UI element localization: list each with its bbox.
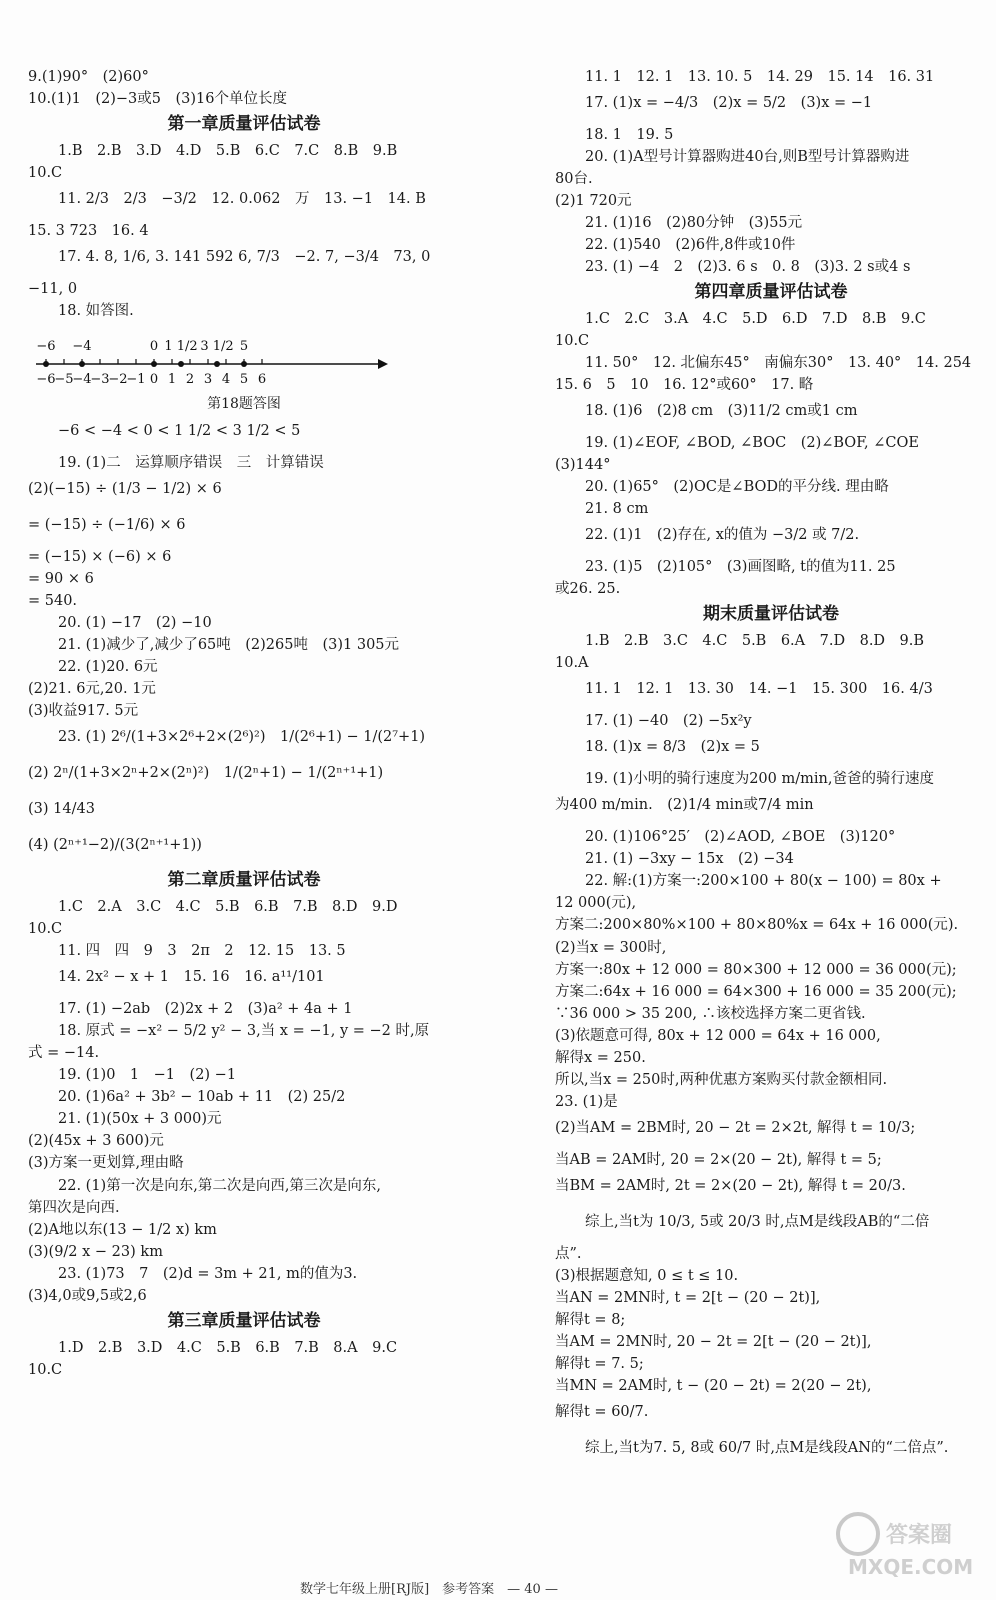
answer-line: 22. (1)540 (2)6件,8件或10件 — [585, 237, 796, 254]
answer-line: 当MN = 2AM时, t − (20 − 2t) = 2(20 − 2t), — [555, 1377, 872, 1394]
number-line-point — [214, 361, 220, 367]
answer-line: 23. (1)73 7 (2)d = 3m + 21, m的值为3. — [58, 1265, 358, 1282]
answer-line: 10.C — [28, 1361, 63, 1378]
answer-line: 方案二:64x + 16 000 = 64×300 + 16 000 = 35 200(元); — [555, 983, 957, 1000]
number-line-tick-label: 4 — [221, 372, 231, 388]
answer-line: (3)根据题意知, 0 ≤ t ≤ 10. — [555, 1267, 739, 1284]
answer-line: = 540. — [28, 593, 78, 610]
answer-line: 21. (1)(50x + 3 000)元 — [58, 1111, 222, 1128]
answer-line: 所以,当x = 250时,两种优惠方案购买付款金额相同. — [555, 1071, 888, 1088]
number-line-point — [79, 361, 85, 367]
figure-caption: 第18题答图 — [207, 396, 281, 413]
answer-line: 综上,当t为7. 5, 8或 60/7 时,点M是线段AN的“二倍点”. — [585, 1440, 949, 1456]
answer-line: (3)(9/2 x − 23) km — [28, 1243, 163, 1260]
answer-line: 22. (1)20. 6元 — [58, 659, 158, 676]
number-line-point-label: 5 — [239, 339, 249, 355]
answer-line: 解得x = 250. — [555, 1049, 646, 1066]
answer-line: 综上,当t为 10/3, 5或 20/3 时,点M是线段AB的“二倍 — [585, 1213, 930, 1230]
answer-line: (2)A地以东(13 − 1/2 x) km — [28, 1221, 217, 1238]
answer-line: 21. 8 cm — [585, 501, 649, 518]
section-title-chapter-4: 第四章质量评估试卷 — [694, 282, 848, 303]
number-line-point-label: 1 1/2 — [164, 339, 198, 355]
answer-line: 11. 50° 12. 北偏东45° 南偏东30° 13. 40° 14. 254 — [585, 355, 972, 372]
number-line-point — [178, 361, 184, 367]
answer-line: 1.C 2.C 3.A 4.C 5.D 6.D 7.D 8.B 9.C — [585, 311, 926, 328]
answer-line: 20. (1)A型号计算器购进40台,则B型号计算器购进 — [585, 149, 910, 166]
answer-line: (3)收益917. 5元 — [28, 703, 139, 720]
answer-line: −11, 0 — [28, 280, 78, 297]
answer-line: 15. 6 5 10 16. 12°或60° 17. 略 — [555, 377, 814, 394]
answer-line: 1.B 2.B 3.D 4.D 5.B 6.C 7.C 8.B 9.B — [58, 142, 398, 159]
number-line-point-label: 3 1/2 — [200, 339, 234, 355]
answer-line: 方案一:80x + 12 000 = 80×300 + 12 000 = 36 000(元); — [555, 961, 957, 978]
answer-line: 10.C — [555, 333, 590, 350]
answer-line: 9.(1)90° (2)60° — [28, 69, 149, 85]
answer-line: 18. 1 19. 5 — [585, 127, 674, 144]
answer-line: 20. (1)65° (2)OC是∠BOD的平分线. 理由略 — [585, 479, 889, 496]
answer-line: 22. 解:(1)方案一:200×100 + 80(x − 100) = 80x + — [585, 873, 942, 890]
page-footer: 数学七年级上册[RJ版] 参考答案 — 40 — — [300, 1582, 558, 1597]
answer-line: 为400 m/min. (2)1/4 min或7/4 min — [555, 797, 814, 814]
answer-line: 解得t = 60/7. — [555, 1404, 649, 1420]
answer-line: (3) 14/43 — [28, 801, 95, 818]
answer-line: = 90 × 6 — [28, 571, 94, 588]
answer-line: 22. (1)第一次是向东,第二次是向西,第三次是向东, — [58, 1177, 382, 1194]
number-line-point-label: 0 — [149, 339, 159, 355]
answer-line: (2)当x = 300时, — [555, 939, 667, 956]
answer-line: 17. 4. 8, 1/6, 3. 141 592 6, 7/3 −2. 7, −3/4 73, 0 — [58, 248, 431, 265]
answer-line: 21. (1)16 (2)80分钟 (3)55元 — [585, 215, 803, 232]
number-line-tick-label: 6 — [257, 372, 267, 388]
answer-line: 19. (1)二 运算顺序错误 三 计算错误 — [58, 455, 324, 472]
answer-line: = (−15) × (−6) × 6 — [28, 549, 172, 566]
answer-line: (2)1 720元 — [555, 193, 632, 210]
number-line-tick-label: 0 — [149, 372, 159, 388]
number-line-tick-label: −2 — [108, 372, 128, 388]
answer-line: 10.C — [28, 164, 63, 181]
answer-line: 1.D 2.B 3.D 4.C 5.B 6.B 7.B 8.A 9.C — [58, 1339, 398, 1356]
answer-line: 10.C — [28, 921, 63, 938]
answer-line: 19. (1)∠EOF, ∠BOD, ∠BOC (2)∠BOF, ∠COE — [585, 435, 919, 452]
answer-line: ∵36 000 > 35 200, ∴该校选择方案二更省钱. — [555, 1005, 866, 1022]
number-line-point — [241, 361, 247, 367]
answer-line: 17. (1)x = −4/3 (2)x = 5/2 (3)x = −1 — [585, 95, 873, 112]
answer-line: 11. 1 12. 1 13. 30 14. −1 15. 300 16. 4/3 — [585, 681, 933, 698]
answer-line: 21. (1)减少了,减少了65吨 (2)265吨 (3)1 305元 — [58, 637, 400, 654]
number-line-tick-label: 5 — [239, 372, 249, 388]
number-line-point — [43, 361, 49, 367]
answer-line: 14. 2x² − x + 1 15. 16 16. a¹¹/101 — [58, 969, 325, 986]
answer-line: 当BM = 2AM时, 2t = 2×(20 − 2t), 解得 t = 20/3. — [555, 1177, 906, 1194]
answer-line: 1.B 2.B 3.C 4.C 5.B 6.A 7.D 8.D 9.B — [585, 633, 925, 650]
answer-line: (3)4,0或9,5或2,6 — [28, 1287, 147, 1304]
number-line-tick-label: −1 — [126, 372, 146, 388]
answer-line: 17. (1) −2ab (2)2x + 2 (3)a² + 4a + 1 — [58, 1001, 353, 1018]
answer-line: −6 < −4 < 0 < 1 1/2 < 3 1/2 < 5 — [58, 423, 301, 440]
answer-line: 23. (1) 2⁶/(1+3×2⁶+2×(2⁶)²) 1/(2⁶+1) − 1/(2⁷+1) — [58, 729, 426, 746]
number-line-tick-label: 2 — [185, 372, 195, 388]
watermark-text: 答案圈 — [886, 1523, 953, 1548]
number-line-tick-label: −6 — [36, 372, 56, 388]
answer-line: (2) 2ⁿ/(1+3×2ⁿ+2×(2ⁿ)²) 1/(2ⁿ+1) − 1/(2ⁿ⁺¹+1) — [28, 765, 384, 782]
answer-line: (2)(45x + 3 600)元 — [28, 1133, 164, 1150]
answer-line: 11. 1 12. 1 13. 10. 5 14. 29 15. 14 16. 31 — [585, 69, 935, 85]
answer-line: 当AN = 2MN时, t = 2[t − (20 − 2t)], — [555, 1289, 821, 1306]
number-line-tick-label: −3 — [90, 372, 110, 388]
number-line-tick-label: 1 — [167, 372, 177, 388]
answer-line: 17. (1) −40 (2) −5x²y — [585, 713, 752, 730]
answer-line: (2)21. 6元,20. 1元 — [28, 681, 156, 698]
answer-line: 当AM = 2MN时, 20 − 2t = 2[t − (20 − 2t)], — [555, 1333, 872, 1350]
number-line-point-label: −4 — [72, 339, 92, 355]
answer-line: (3)144° — [555, 457, 611, 474]
section-title-chapter-2: 第二章质量评估试卷 — [167, 870, 321, 891]
answer-line: 解得t = 8; — [555, 1311, 626, 1328]
answer-line: 方案二:200×80%×100 + 80×80%x = 64x + 16 000(元). — [555, 917, 959, 934]
number-line-tick-label: −5 — [54, 372, 74, 388]
answer-line: 18. (1)x = 8/3 (2)x = 5 — [585, 739, 760, 756]
answer-line: (3)依题意可得, 80x + 12 000 = 64x + 16 000, — [555, 1027, 881, 1044]
answer-line: 11. 四 四 9 3 2π 2 12. 15 13. 5 — [58, 943, 346, 960]
number-line-tick-label: −4 — [72, 372, 92, 388]
answer-line: (4) (2ⁿ⁺¹−2)/(3(2ⁿ⁺¹+1)) — [28, 837, 202, 854]
answer-line: 23. (1)是 — [555, 1093, 618, 1110]
answer-line: 19. (1)小明的骑行速度为200 m/min,爸爸的骑行速度 — [585, 771, 934, 788]
answer-line: 当AB = 2AM时, 20 = 2×(20 − 2t), 解得 t = 5; — [555, 1151, 882, 1168]
number-line-tick-label: 3 — [203, 372, 213, 388]
left-column — [28, 66, 460, 1381]
section-title-chapter-3: 第三章质量评估试卷 — [167, 1310, 321, 1331]
watermark-url: MXQE.COM — [848, 1555, 974, 1579]
answer-line: 11. 2/3 2/3 −3/2 12. 0.062 万 13. −1 14. B — [58, 190, 426, 207]
answer-line: 15. 3 723 16. 4 — [28, 222, 149, 239]
answer-line: 23. (1)5 (2)105° (3)画图略, t的值为11. 25 — [585, 559, 896, 576]
number-line-arrow — [378, 359, 388, 369]
answer-line: 18. 原式 = −x² − 5/2 y² − 3,当 x = −1, y = −2 时,原 — [58, 1023, 430, 1040]
section-title-final-exam: 期末质量评估试卷 — [703, 604, 839, 625]
number-line-point-label: −6 — [36, 339, 56, 355]
answer-line: 1.C 2.A 3.C 4.C 5.B 6.B 7.B 8.D 9.D — [58, 899, 398, 916]
answer-line: 21. (1) −3xy − 15x (2) −34 — [585, 851, 794, 868]
right-column — [555, 66, 987, 1469]
answer-line: 或26. 25. — [555, 581, 621, 598]
answer-line: 20. (1)6a² + 3b² − 10ab + 11 (2) 25/2 — [58, 1089, 346, 1106]
answer-line: (2)(−15) ÷ (1/3 − 1/2) × 6 — [28, 481, 222, 498]
answer-line: 18. (1)6 (2)8 cm (3)11/2 cm或1 cm — [585, 403, 858, 420]
answer-line: 22. (1)1 (2)存在, x的值为 −3/2 或 7/2. — [585, 527, 860, 544]
answer-line: (2)当AM = 2BM时, 20 − 2t = 2×2t, 解得 t = 10/3; — [555, 1119, 916, 1136]
answer-line: 10.A — [555, 655, 589, 672]
watermark-logo — [830, 1504, 980, 1584]
answer-line: 20. (1)106°25′ (2)∠AOD, ∠BOE (3)120° — [585, 829, 896, 846]
answer-line: 12 000(元), — [555, 895, 637, 912]
answer-line: 式 = −14. — [28, 1045, 100, 1062]
answer-line: 19. (1)0 1 −1 (2) −1 — [58, 1067, 237, 1084]
answer-line: 第四次是向西. — [28, 1199, 120, 1216]
answer-line: 18. 如答图. — [58, 303, 134, 320]
answer-line: 20. (1) −17 (2) −10 — [58, 615, 212, 632]
number-line-figure — [28, 322, 460, 394]
section-title-chapter-1: 第一章质量评估试卷 — [167, 114, 321, 135]
answer-line: 点”. — [555, 1245, 582, 1262]
answer-line: (3)方案一更划算,理由略 — [28, 1155, 184, 1172]
answer-line: 80台. — [555, 171, 593, 188]
number-line-point — [151, 361, 157, 367]
answer-line: 10.(1)1 (2)−3或5 (3)16个单位长度 — [28, 91, 287, 108]
answer-line: = (−15) ÷ (−1/6) × 6 — [28, 517, 186, 534]
answer-line: 23. (1) −4 2 (2)3. 6 s 0. 8 (3)3. 2 s或4 s — [585, 259, 911, 276]
answer-line: 解得t = 7. 5; — [555, 1355, 644, 1372]
